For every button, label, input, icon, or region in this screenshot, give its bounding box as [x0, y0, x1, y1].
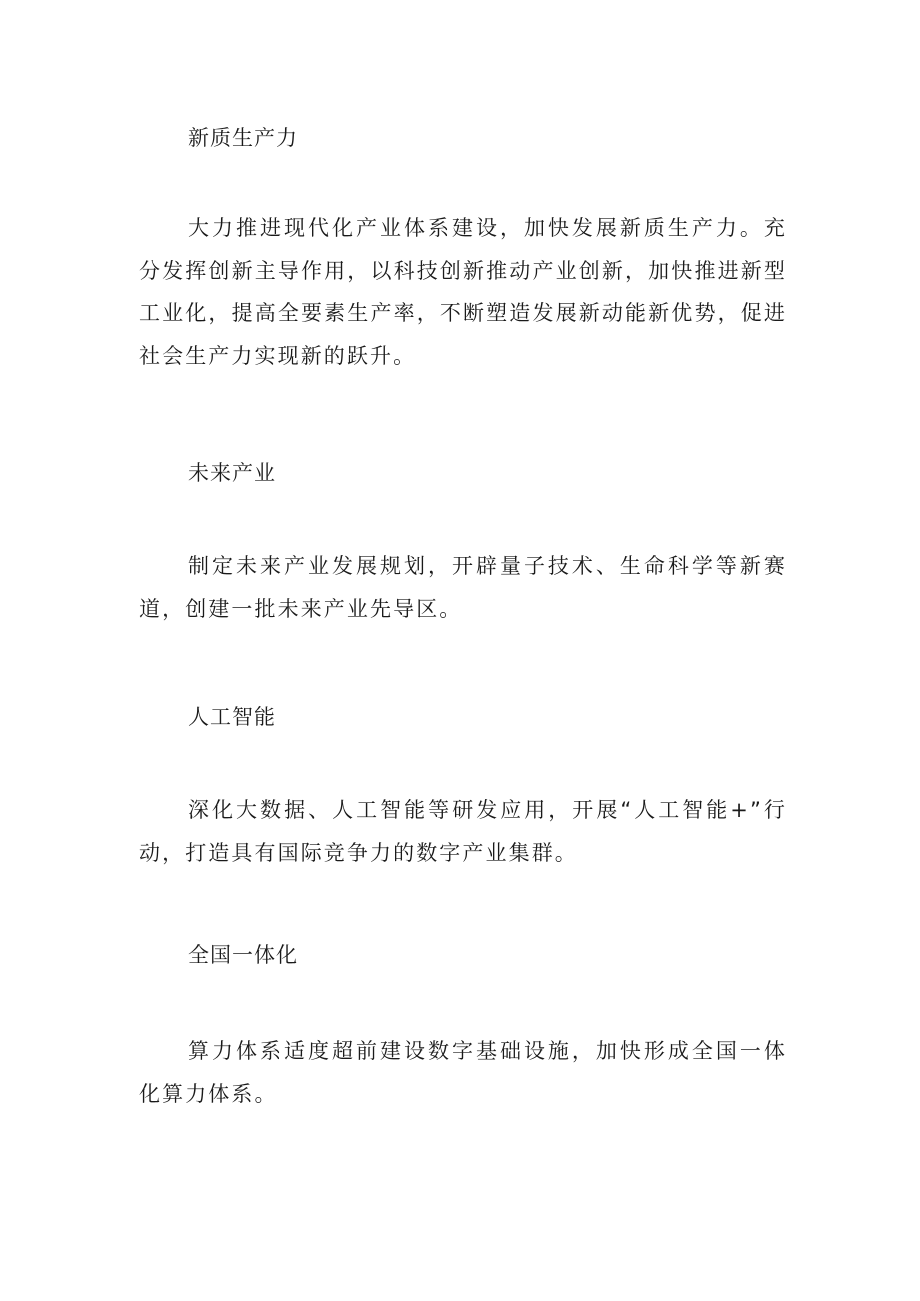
section-body-national-integration: 算力体系适度超前建设数字基础设施，加快形成全国一体化算力体系。 [139, 1039, 787, 1106]
section-body-new-productivity: 大力推进现代化产业体系建设，加快发展新质生产力。充分发挥创新主导作用，以科技创新推动产业创新，加快推进新型工业化，提高全要素生产率，不断塑造发展新动能新优势，促进社会生产力实现新的跃升。 [139, 216, 787, 368]
section-body-artificial-intelligence: 深化大数据、人工智能等研发应用，开展“人工智能+”行动，打造具有国际竞争力的数字产业集群。 [139, 798, 787, 865]
section-heading-new-productivity: 新质生产力 [188, 126, 298, 150]
section-heading-artificial-intelligence: 人工智能 [188, 705, 276, 729]
section-heading-national-integration: 全国一体化 [188, 943, 298, 967]
section-body-future-industries: 制定未来产业发展规划，开辟量子技术、生命科学等新赛道，创建一批未来产业先导区。 [139, 554, 787, 621]
section-heading-future-industries: 未来产业 [188, 461, 276, 485]
